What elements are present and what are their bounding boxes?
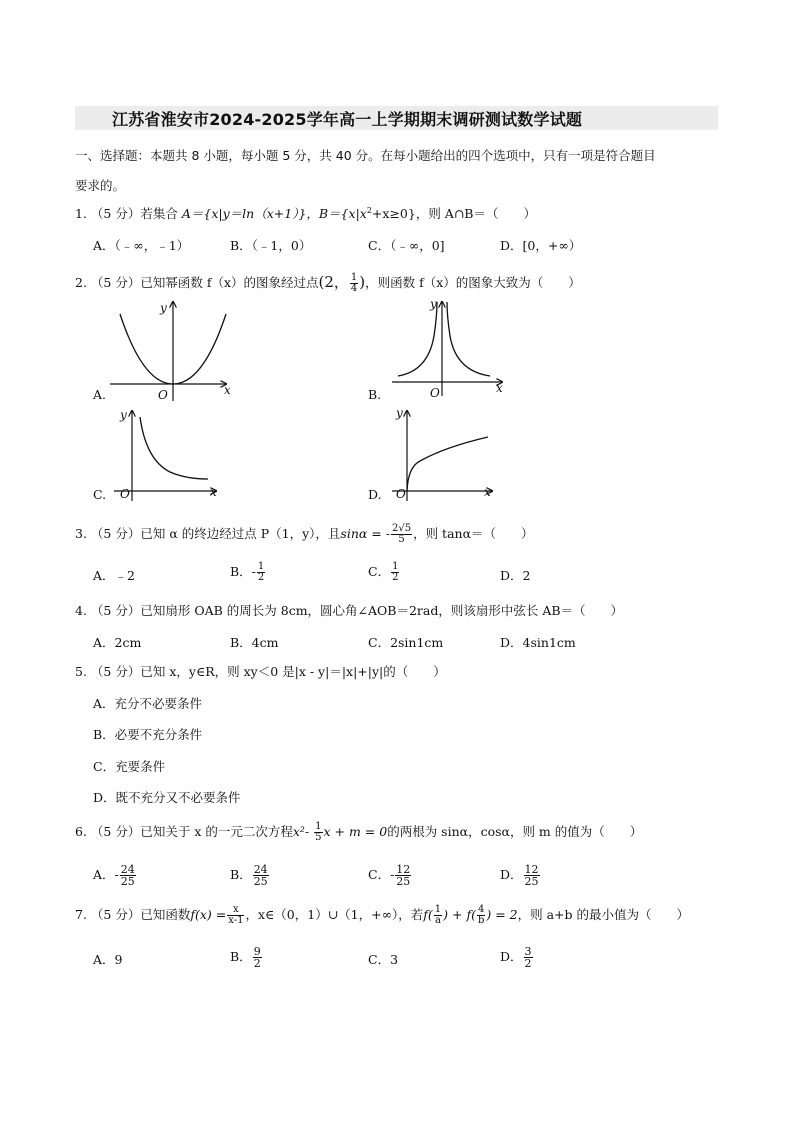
q4-option-b[interactable]: B．4cm	[230, 635, 279, 650]
question-number: 3.	[75, 526, 87, 541]
question-score: （5 分）	[90, 526, 141, 541]
question-number: 6.	[75, 824, 87, 839]
graph-d-label: D.	[368, 487, 382, 502]
point-fraction: $\frac{1}{4}$	[350, 272, 358, 294]
question-number: 5.	[75, 664, 87, 679]
q3-option-a[interactable]: A．﹣2	[93, 568, 135, 583]
question-number: 4.	[75, 603, 87, 618]
graph-a-label: A.	[93, 387, 107, 402]
question-number: 2.	[75, 275, 87, 290]
axis-x-label: x	[496, 381, 503, 395]
graph-d[interactable]	[390, 405, 500, 505]
q1-option-b[interactable]: B．（﹣1，0）	[230, 238, 312, 253]
q6-option-a[interactable]: A．- $\frac{24}{25}$	[93, 863, 135, 888]
q5-option-b[interactable]: B．必要不充分条件	[93, 727, 203, 742]
set-b: B＝{x|x	[318, 206, 367, 221]
graph-b[interactable]	[390, 296, 510, 406]
sin-fraction: $\frac{2√5}{5}$	[391, 523, 412, 545]
condition-part: f(	[423, 907, 433, 922]
condition-fraction-b: $\frac{4}{b}$	[477, 904, 485, 926]
question-5	[75, 662, 446, 680]
question-number: 1.	[75, 206, 87, 221]
question-score: （5 分）	[90, 206, 141, 221]
question-text: 若集合	[140, 206, 182, 221]
point-open: (2，	[318, 273, 349, 291]
q5-option-a[interactable]: A．充分不必要条件	[93, 696, 203, 711]
question-1	[75, 204, 536, 222]
question-number: 7.	[75, 907, 87, 922]
domain-text: ，x∈（0，1）∪（1，+∞），若	[245, 907, 424, 922]
q6-option-d[interactable]: D． $\frac{12}{25}$	[500, 863, 539, 888]
question-text: 已知关于 x 的一元二次方程	[140, 824, 293, 839]
condition-part: ) + f(	[443, 907, 476, 922]
axis-x-label: x	[224, 383, 231, 397]
set-b-tail: +x≥0}，则	[371, 206, 441, 221]
q7-option-a[interactable]: A．9	[93, 952, 123, 967]
q1-option-d[interactable]: D．[0，+∞）	[500, 238, 582, 253]
axis-x-label: x	[484, 485, 491, 499]
question-3	[75, 524, 534, 545]
sin-expression: sinα = -	[340, 526, 390, 541]
q1-option-c[interactable]: C．（﹣∞，0]	[368, 238, 445, 253]
origin-label: O	[158, 388, 168, 402]
origin-label: O	[396, 487, 406, 501]
question-text: 已知函数	[140, 907, 191, 922]
graph-b-label: B.	[368, 387, 382, 402]
question-score: （5 分）	[90, 824, 141, 839]
q7-option-c[interactable]: C．3	[368, 952, 399, 967]
q5-option-d[interactable]: D．既不充分又不必要条件	[93, 790, 241, 805]
condition-part: ) = 2	[486, 907, 518, 922]
q1-option-a[interactable]: A．（﹣∞，﹣1）	[93, 238, 190, 253]
axis-y-label: y	[430, 297, 437, 311]
q7-option-d[interactable]: D． $\frac{3}{2}$	[500, 945, 532, 970]
equation-fraction: $\frac{1}{5}$	[315, 821, 322, 843]
question-stem-end: 的两根为 sinα，cosα，则 m 的值为（ ）	[387, 824, 643, 839]
question-text: 已知 α 的终边经过点 P（1，y），且	[140, 526, 341, 541]
section-header-line1: 一、选择题：本题共 8 小题，每小题 5 分，共 40 分。在每小题给出的四个选项中，只有一项是符合题目	[75, 148, 656, 163]
question-score: （5 分）	[90, 275, 141, 290]
q6-option-b[interactable]: B． $\frac{24}{25}$	[230, 863, 268, 888]
q3-option-b[interactable]: B．- $\frac{1}{2}$	[230, 561, 265, 583]
q4-option-d[interactable]: D．4sin1cm	[500, 635, 576, 650]
page-title: 江苏省淮安市2024-2025学年高一上学期期末调研测试数学试题	[112, 110, 583, 129]
question-score: （5 分）	[90, 907, 141, 922]
exponent: 2	[366, 205, 372, 215]
question-score: （5 分）	[90, 664, 141, 679]
question-4	[75, 601, 623, 619]
question-stem-end: ，则 a+b 的最小值为（ ）	[517, 907, 690, 922]
origin-label: O	[430, 386, 440, 400]
axis-y-label: y	[396, 406, 403, 420]
q7-option-b[interactable]: B． $\frac{9}{2}$	[230, 945, 261, 970]
q5-option-c[interactable]: C．充要条件	[93, 759, 166, 774]
axis-x-label: x	[210, 485, 217, 499]
graph-c-label: C.	[93, 487, 107, 502]
equation-part-a: x²-	[292, 824, 314, 839]
q6-option-c[interactable]: C．- $\frac{12}{25}$	[368, 863, 411, 888]
function-def: f(x) =	[190, 907, 227, 922]
graph-a[interactable]	[108, 296, 248, 406]
question-stem-end: ，则 tanα＝（ ）	[413, 526, 534, 541]
question-7	[75, 905, 689, 926]
question-text: 已知幂函数 f（x）的图象经过点	[140, 275, 319, 290]
question-score: （5 分）	[90, 603, 141, 618]
q3-option-c[interactable]: C． $\frac{1}{2}$	[368, 561, 399, 583]
set-a: A＝{x|y＝ln（x+1）}，	[181, 206, 319, 221]
section-header-line2: 要求的。	[75, 178, 126, 193]
point-close: )	[359, 273, 366, 291]
equation-part-b: x + m = 0	[323, 824, 388, 839]
question-stem-end: A∩B＝（ ）	[440, 206, 536, 221]
question-6	[75, 822, 642, 843]
origin-label: O	[120, 487, 130, 501]
function-fraction: $\frac{x}{x-1}$	[228, 904, 244, 926]
graph-c[interactable]	[110, 405, 225, 505]
question-text: 已知扇形 OAB 的周长为 8cm，圆心角∠AOB＝2rad，则该扇形中弦长 AB＝（ ）	[140, 603, 624, 618]
question-stem-end: ，则函数 f（x）的图象大致为（ ）	[365, 275, 581, 290]
axis-y-label: y	[160, 301, 167, 315]
q4-option-c[interactable]: C．2sin1cm	[368, 635, 444, 650]
question-text: 已知 x，y∈R，则 xy＜0 是|x - y|＝|x|+|y|的（ ）	[140, 664, 446, 679]
axis-y-label: y	[120, 408, 127, 422]
q3-option-d[interactable]: D．2	[500, 568, 531, 583]
q4-option-a[interactable]: A．2cm	[93, 635, 142, 650]
question-2	[75, 271, 581, 294]
condition-fraction-a: $\frac{1}{a}$	[434, 904, 442, 926]
